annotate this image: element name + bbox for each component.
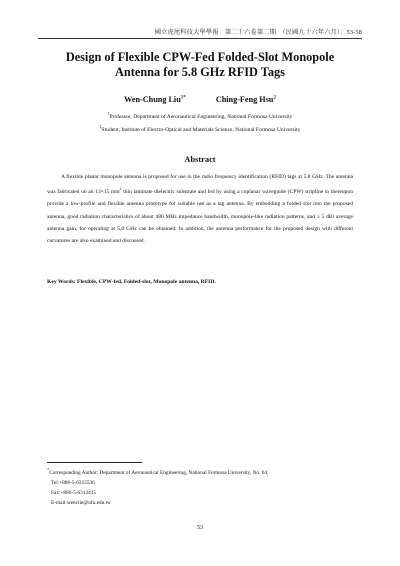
abstract-body <box>47 171 353 248</box>
abstract-heading: Abstract <box>184 155 216 164</box>
footnote-email: E-mail:wenclie@nfu.edu.tw <box>51 500 111 507</box>
abstract-text-part-1: A flexible planar monopole antenna is proposed for use in the radio frequency identification (RFID) tags at 5.8 GHz. The antenna was fabricated on an 13×15 mm <box>47 174 353 196</box>
abstract-superscript: 2 <box>119 187 122 192</box>
affiliation-1-marker: 1 <box>107 111 110 117</box>
author-2 <box>216 95 276 104</box>
title-line-2: Antenna for 5.8 GHz RFID Tags <box>115 65 285 79</box>
footnote <box>47 465 357 508</box>
affiliation-1-text: Professor, Department of Aeronautical Engineering, National Formosa University <box>109 114 293 120</box>
footnote-fax: Fax:+886-5-6312415 <box>51 489 97 496</box>
affiliation-1 <box>40 111 360 120</box>
author-2-name: Ching-Feng Hsu <box>215 95 274 104</box>
footnote-rule <box>47 462 142 463</box>
footnote-tel: Tel:+886-5-6315536 <box>51 479 95 486</box>
author-1-marker: 1* <box>180 95 186 101</box>
author-1 <box>124 95 186 104</box>
affiliation-2-marker: 2 <box>99 124 102 130</box>
author-1-name: Wen-Chung Liu <box>124 95 181 104</box>
author-2-marker: 2 <box>273 95 276 101</box>
header-rule <box>38 38 362 39</box>
footnote-marker: * <box>47 467 50 472</box>
running-header: 國立虎尾科技大學學報 第二十六卷第二期 （民國九十六年六月）：53-58 <box>154 29 362 36</box>
author-list <box>40 95 360 104</box>
paper-title <box>40 50 360 80</box>
footnote-line-1 <box>47 465 357 478</box>
affiliation-2 <box>40 124 360 133</box>
keywords-label: Key Words: <box>47 279 76 285</box>
affiliation-2-text: Student, Institute of Electro-Optical and Materials Science, National Formosa University <box>101 127 301 133</box>
abstract-text-part-2: thin laminate dielectric substrate and fed by using a coplanar waveguide (CPW) stripline to thereupon provide a low-profile and flexible antenna prototype for suitable use as a tag antenna. By embedding a folded slot into the proposed antenna, good radiation characteristics of about 480 MHz impedance bandwidth, monopole-like radiation patterns, and ≥ 5 dBi average antenna gain, for operating at 5.8 GHz can be obtained. In addition, the antenna performance for the proposed design with different curvatures are also examined and discussed. <box>47 189 353 245</box>
keywords-text: Flexible, CPW-fed, Folded-slot, Monopole antenna, RFID. <box>75 279 216 285</box>
keywords <box>47 279 216 285</box>
title-line-1: Design of Flexible CPW-Fed Folded-Slot Monopole <box>65 50 335 64</box>
footnote-corresponding: Corresponding Author: Department of Aeronautical Engineering, National Formosa University, No. 64, <box>49 469 269 476</box>
page-number: 53 <box>197 525 203 531</box>
